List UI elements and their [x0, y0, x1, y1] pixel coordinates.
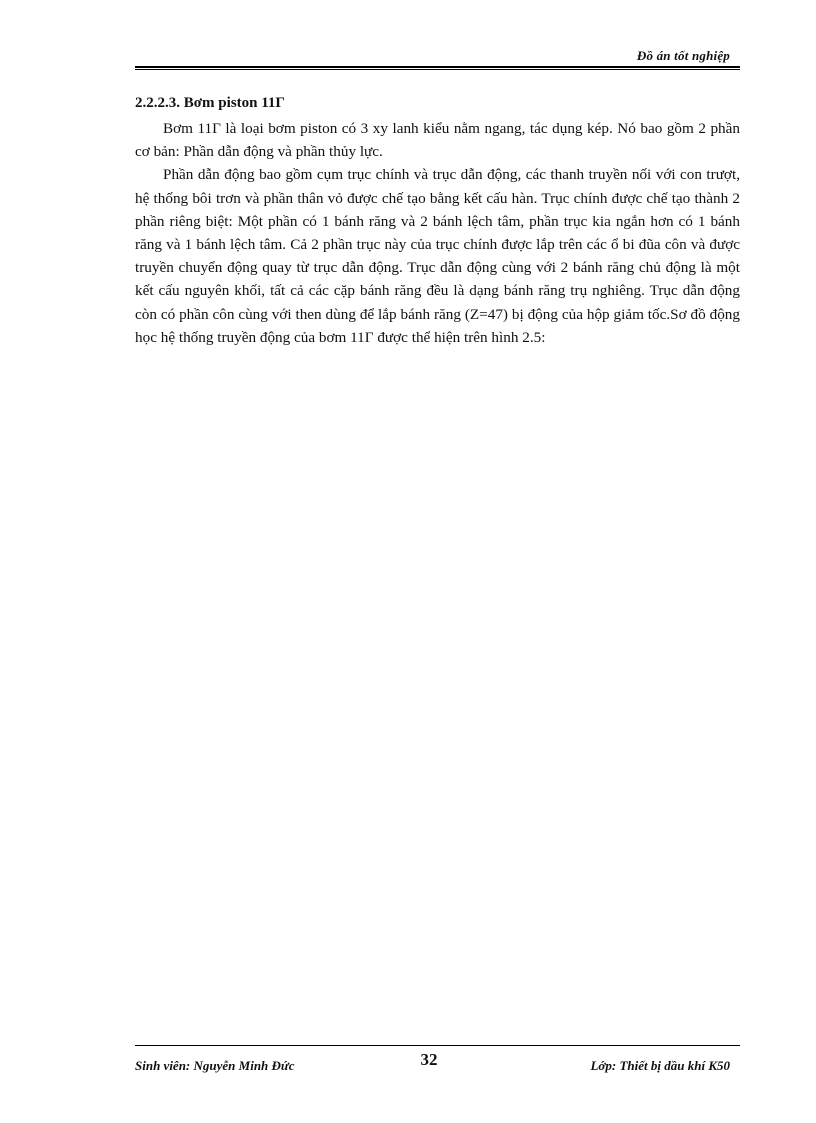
paragraph-1: Bơm 11Г là loại bơm piston có 3 xy lanh kiểu nằm ngang, tác dụng kép. Nó bao gồm 2 phần cơ bản: Phần dẫn động và phần thủy lực. [135, 120, 740, 161]
header-title: Đồ án tốt nghiệp [636, 48, 730, 63]
footer-class: Lớp: Thiết bị dầu khí K50 [590, 1058, 730, 1073]
header-divider [135, 66, 740, 70]
section-heading: 2.2.2.3. Bơm piston 11Г [135, 95, 285, 111]
paragraph-2: Phần dẫn động bao gồm cụm trục chính và trục dẫn động, các thanh truyền nối với con trượt, hệ thống bôi trơn và phần thân vỏ được chế tạo bằng kết cấu hàn. Trục chính được chế tạo thành 2 phần riêng biệt: Một phần có 1 bánh răng và 2 bánh lệch tâm, phần trục kia ngắn hơn có 1 bánh răng và 1 bánh lệch tâm. Cả 2 phần trục này của trục chính được lắp trên các ổ bi đũa côn và được truyền chuyển động quay từ trục dẫn động. Trục dẫn động cùng với 2 bánh răng chủ động là một kết cấu nguyên khối, tất cả các cặp bánh răng đều là dạng bánh răng trụ nghiêng. Trục dẫn động còn có phần côn cùng với then dùng để lắp bánh răng (Z=47) bị động của hộp giảm tốc.Sơ đồ động học hệ thống truyền động của bơm 11Г được thể hiện trên hình 2.5: [135, 166, 740, 346]
page-number: 32 [420, 1050, 438, 1069]
document-body [135, 92, 740, 349]
footer-divider [135, 1045, 740, 1046]
footer-student: Sinh viên: Nguyễn Minh Đức [135, 1058, 295, 1073]
